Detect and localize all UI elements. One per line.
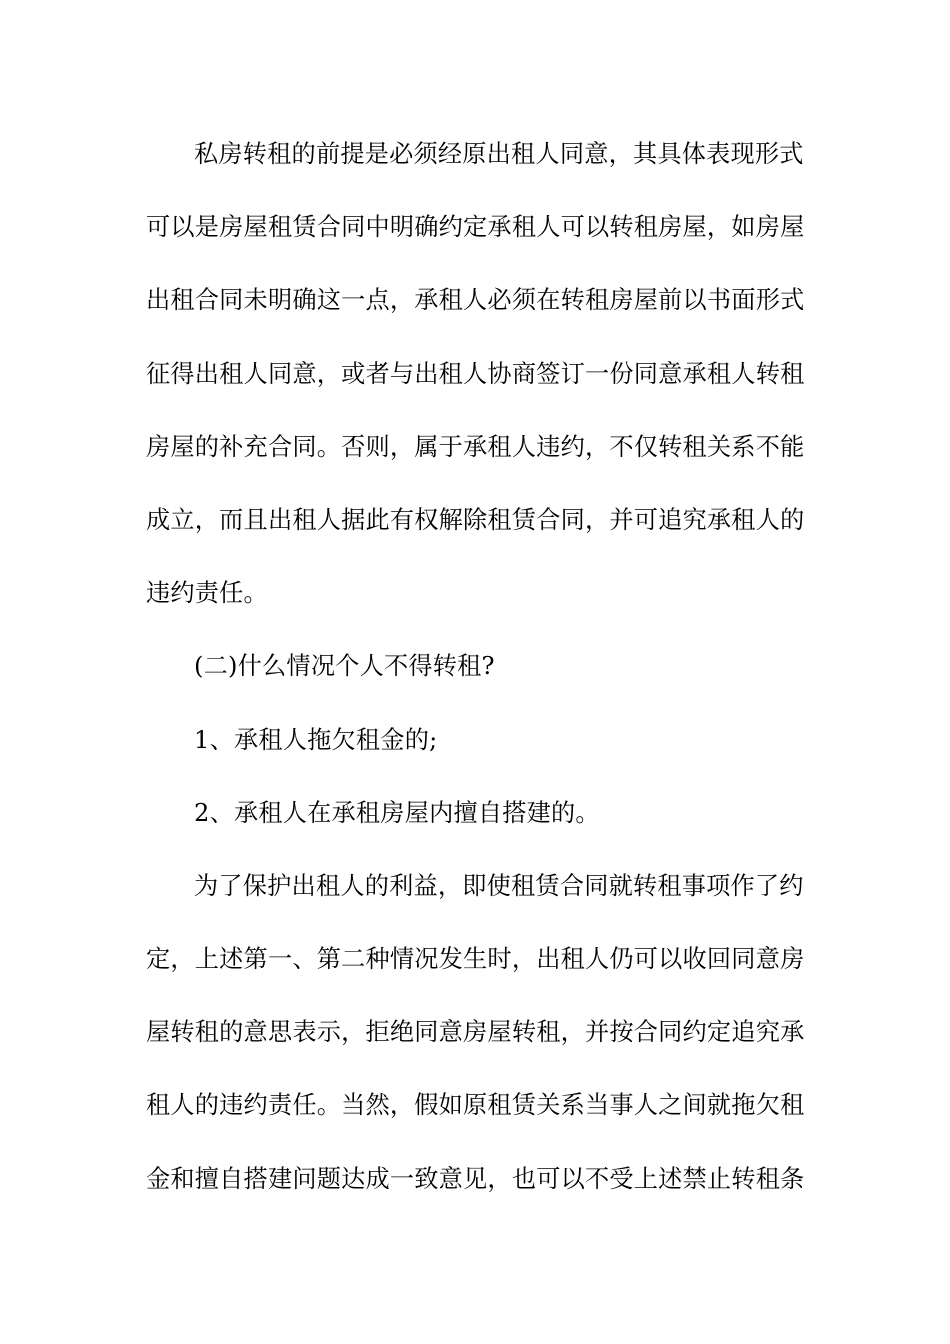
text-line: 定，上述第一、第二种情况发生时，出租人仍可以收回同意房 [146,945,805,974]
body-text [146,118,806,1216]
text-line: 屋转租的意思表示，拒绝同意房屋转租，并按合同约定追究承 [146,1018,805,1047]
list-item: 1、承租人拖欠租金的; [194,725,438,754]
list-item: 2、承租人在承租房屋内擅自搭建的。 [194,798,600,827]
text-line: 金和擅自搭建问题达成一致意见，也可以不受上述禁止转租条 [146,1164,805,1193]
text-line: 房屋的补充合同。否则，属于承租人违约，不仅转租关系不能 [146,432,805,461]
text-line: 租人的违约责任。当然，假如原租赁关系当事人之间就拖欠租 [146,1091,805,1120]
text-line: 可以是房屋租赁合同中明确约定承租人可以转租房屋，如房屋 [146,213,805,242]
text-line: 出租合同未明确这一点，承租人必须在转租房屋前以书面形式 [146,286,805,315]
text-line: 征得出租人同意，或者与出租人协商签订一份同意承租人转租 [146,359,805,388]
section-heading: (二)什么情况个人不得转租? [194,652,495,681]
text-line: 私房转租的前提是必须经原出租人同意，其具体表现形式 [194,140,804,168]
text-line: 违约责任。 [146,579,268,608]
text-line: 为了保护出租人的利益，即使租赁合同就转租事项作了约 [194,871,804,900]
text-line: 成立，而且出租人据此有权解除租赁合同，并可追究承租人的 [146,505,805,534]
